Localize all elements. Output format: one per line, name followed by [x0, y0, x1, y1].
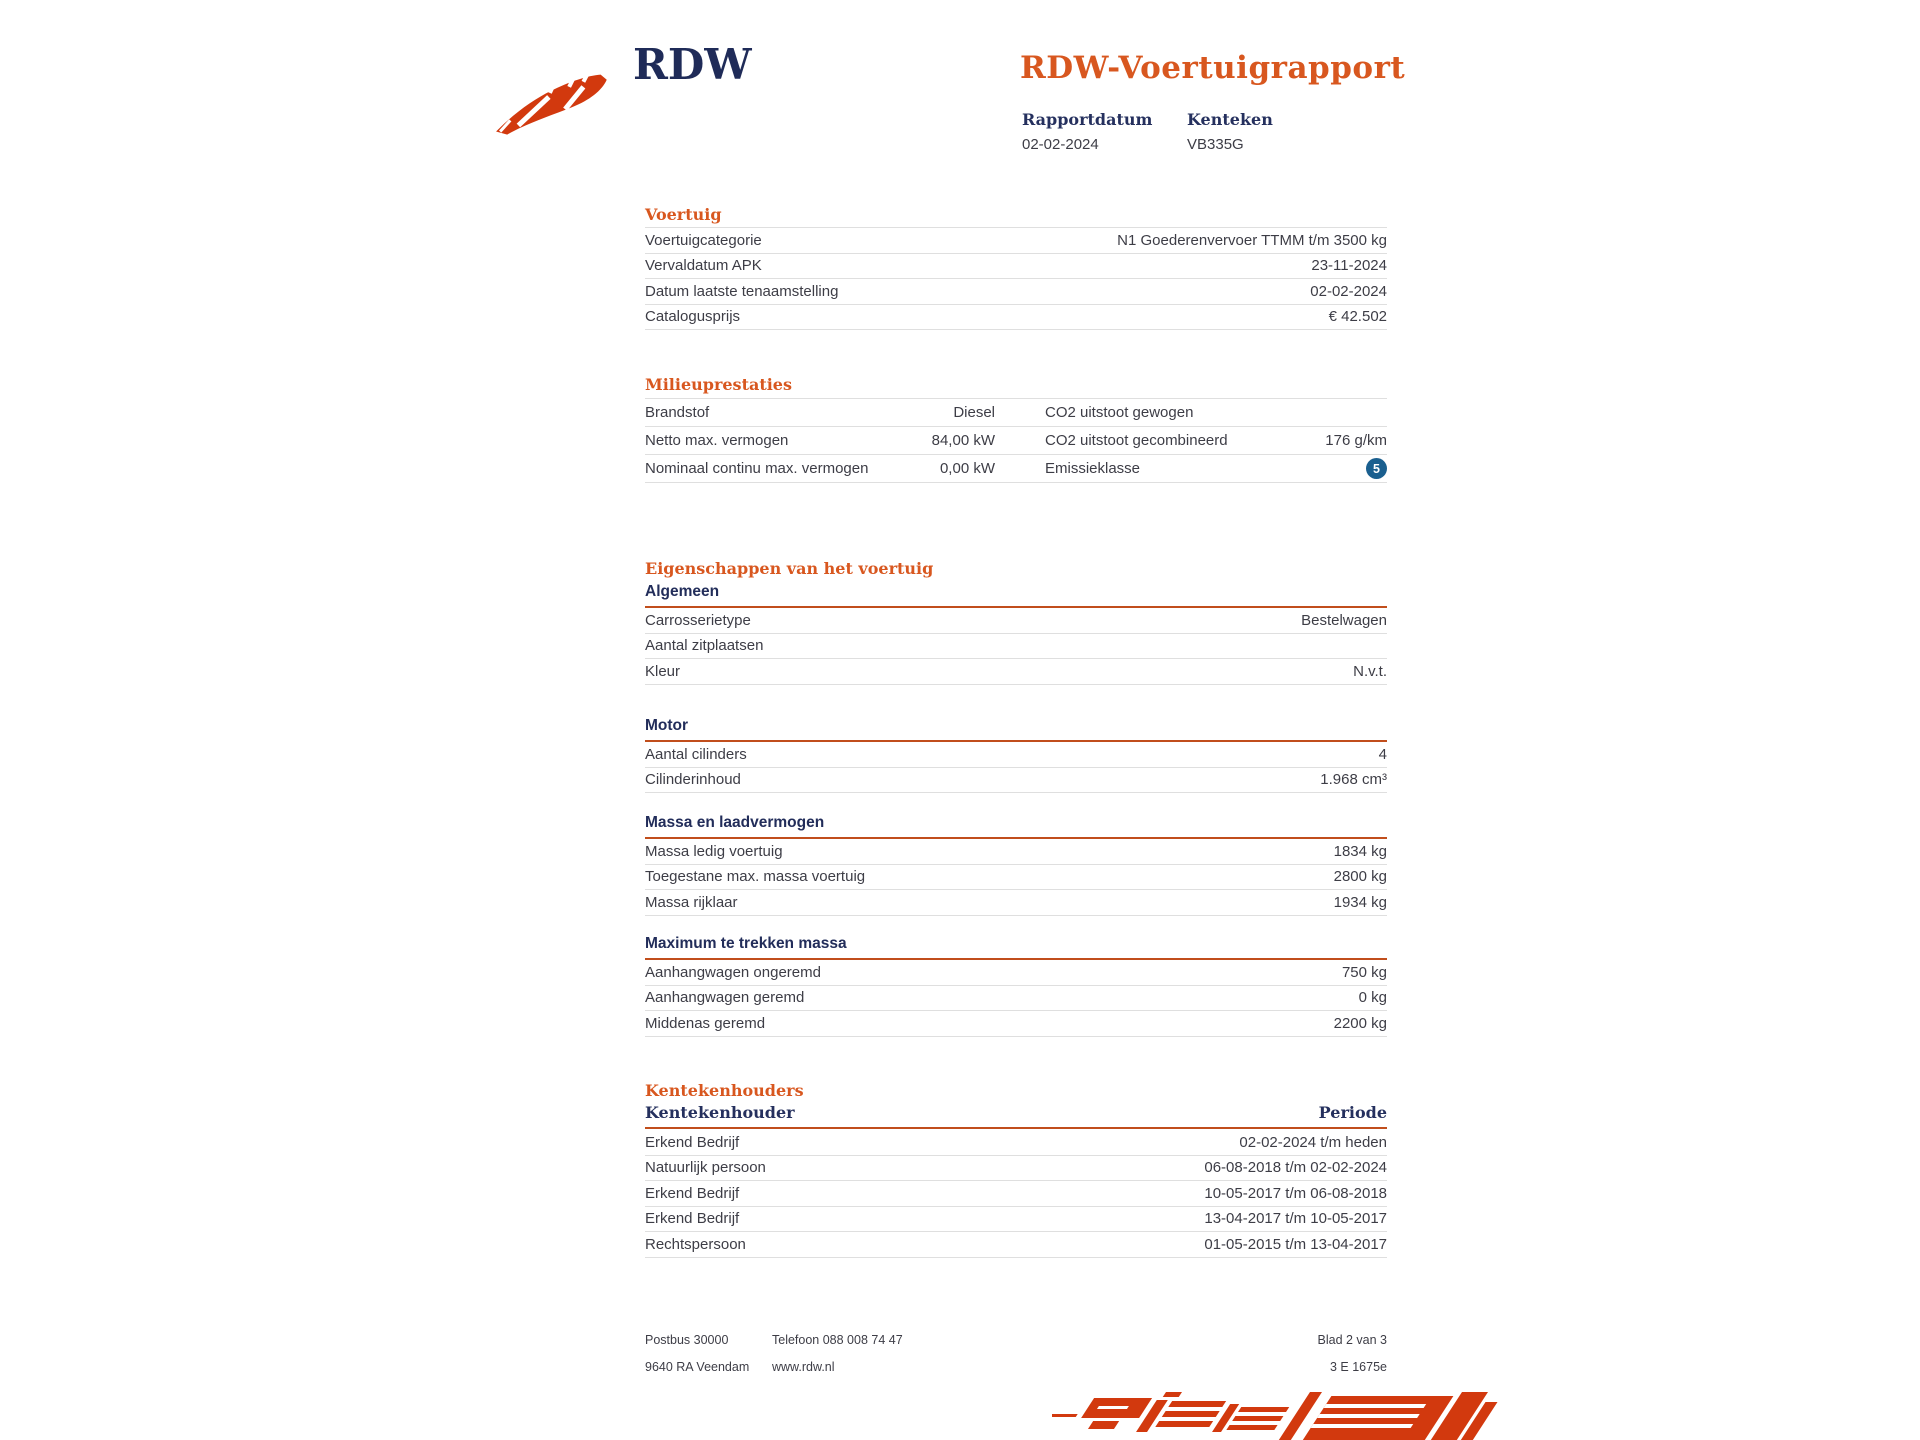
- row-label: Massa rijklaar: [645, 893, 738, 911]
- footer-city: 9640 RA Veendam: [645, 1360, 750, 1374]
- milieu-table: [645, 398, 1387, 483]
- motor-table: [645, 742, 1387, 793]
- report-date-label: Rapportdatum: [1022, 110, 1153, 129]
- table-row: [645, 659, 1387, 685]
- report-title: RDW-Voertuigrapport: [1020, 50, 1406, 86]
- period-cell: 10-05-2017 t/m 06-08-2018: [1204, 1184, 1387, 1202]
- left-pair: [645, 432, 995, 449]
- row-label: Aantal zitplaatsen: [645, 637, 764, 655]
- holder-cell: Rechtspersoon: [645, 1235, 746, 1253]
- row-value: 1.968 cm³: [1320, 771, 1387, 789]
- algemeen-table: [645, 608, 1387, 685]
- trekken-massa-table: [645, 960, 1387, 1037]
- table-row: [645, 608, 1387, 634]
- section-title-voertuig: Voertuig: [645, 205, 722, 224]
- row-label: Aanhangwagen ongeremd: [645, 963, 821, 981]
- table-row: [645, 254, 1387, 280]
- table-row: [645, 960, 1387, 986]
- table-row: [645, 1181, 1387, 1207]
- footer-row-1: [645, 1333, 1387, 1347]
- row-value: 1834 kg: [1333, 842, 1387, 860]
- rdw-stripes-decoration-icon: [1052, 1392, 1502, 1440]
- massa-table: [645, 839, 1387, 916]
- table-row: [645, 228, 1387, 254]
- left-pair: [645, 460, 995, 477]
- subsection-title-massa: Massa en laadvermogen: [645, 814, 1387, 839]
- report-date-value: 02-02-2024: [1022, 136, 1099, 153]
- table-row: [645, 1207, 1387, 1233]
- subsection-title-algemeen: Algemeen: [645, 583, 1387, 608]
- period-cell: 01-05-2015 t/m 13-04-2017: [1204, 1235, 1387, 1253]
- row-label: Kleur: [645, 662, 681, 680]
- period-cell: 06-08-2018 t/m 02-02-2024: [1204, 1159, 1387, 1177]
- section-title-eigenschappen: Eigenschappen van het voertuig: [645, 559, 934, 578]
- table-row: [645, 1232, 1387, 1258]
- column-header-period: Periode: [1318, 1103, 1387, 1122]
- table-row: [645, 427, 1387, 455]
- section-title-kentekenhouders: Kentekenhouders: [645, 1081, 804, 1100]
- table-row: [645, 1156, 1387, 1182]
- table-row: [645, 455, 1387, 483]
- table-row: [645, 1130, 1387, 1156]
- row-value: 2200 kg: [1333, 1014, 1387, 1032]
- holder-cell: Erkend Bedrijf: [645, 1133, 740, 1151]
- row-label: CO2 uitstoot gecombineerd: [1045, 432, 1228, 449]
- license-plate-block: [1187, 110, 1273, 153]
- footer-page-indicator: Blad 2 van 3: [1317, 1333, 1387, 1347]
- row-value: 02-02-2024: [1310, 282, 1387, 300]
- table-row: [645, 768, 1387, 794]
- row-value: 4: [1378, 745, 1387, 763]
- report-date-block: [1022, 110, 1152, 153]
- row-label: Toegestane max. massa voertuig: [645, 868, 866, 886]
- row-value: 1934 kg: [1333, 893, 1387, 911]
- row-label: Cilinderinhoud: [645, 771, 741, 789]
- left-pair: [645, 404, 995, 421]
- table-row: [645, 305, 1387, 331]
- table-row: [645, 279, 1387, 305]
- right-pair: [1045, 432, 1387, 449]
- row-value: Diesel: [953, 404, 995, 421]
- row-value: N1 Goederenvervoer TTMM t/m 3500 kg: [1117, 231, 1387, 249]
- table-row: [645, 1011, 1387, 1037]
- row-value: 23-11-2024: [1311, 257, 1387, 275]
- row-label: CO2 uitstoot gewogen: [1045, 404, 1194, 421]
- license-plate-value: VB335G: [1187, 136, 1244, 153]
- holder-cell: Natuurlijk persoon: [645, 1159, 766, 1177]
- column-header-holder: Kentekenhouder: [645, 1103, 795, 1122]
- period-cell: 02-02-2024 t/m heden: [1239, 1133, 1387, 1151]
- row-value: 176 g/km: [1325, 432, 1387, 449]
- row-value: 750 kg: [1341, 963, 1387, 981]
- right-pair: [1045, 458, 1387, 479]
- footer-row-2: [645, 1360, 1387, 1374]
- footer-phone: Telefoon 088 008 74 47: [772, 1333, 903, 1347]
- footer-website: www.rdw.nl: [772, 1360, 835, 1374]
- row-label: Netto max. vermogen: [645, 432, 789, 449]
- table-row: [645, 865, 1387, 891]
- holder-cell: Erkend Bedrijf: [645, 1184, 740, 1202]
- table-row: [645, 399, 1387, 427]
- row-value: 0,00 kW: [939, 460, 995, 477]
- kentekenhouders-header-row: [645, 1103, 1387, 1129]
- emission-class-badge: 5: [1366, 458, 1387, 479]
- row-label: Voertuigcategorie: [645, 231, 762, 249]
- row-value: Bestelwagen: [1301, 611, 1387, 629]
- row-label: Aanhangwagen geremd: [645, 989, 805, 1007]
- row-label: Nominaal continu max. vermogen: [645, 460, 869, 477]
- row-value: 84,00 kW: [931, 432, 995, 449]
- subsection-title-trekken-massa: Maximum te trekken massa: [645, 935, 1387, 960]
- rdw-feather-logo-icon: [492, 56, 624, 136]
- section-title-milieuprestaties: Milieuprestaties: [645, 375, 792, 394]
- rdw-logo-text: RDW: [633, 40, 752, 89]
- table-row: [645, 742, 1387, 768]
- row-label: Massa ledig voertuig: [645, 842, 783, 860]
- row-label: Middenas geremd: [645, 1014, 766, 1032]
- row-label: Emissieklasse: [1045, 460, 1141, 477]
- voertuig-table: [645, 227, 1387, 330]
- table-row: [645, 634, 1387, 660]
- period-cell: 13-04-2017 t/m 10-05-2017: [1204, 1210, 1387, 1228]
- table-row: [645, 986, 1387, 1012]
- row-value: N.v.t.: [1353, 662, 1387, 680]
- row-label: Aantal cilinders: [645, 745, 747, 763]
- footer-postbus: Postbus 30000: [645, 1333, 729, 1347]
- row-label: Carrosserietype: [645, 611, 751, 629]
- right-pair: [1045, 404, 1387, 421]
- kentekenhouders-table: [645, 1130, 1387, 1258]
- row-label: Catalogusprijs: [645, 308, 741, 326]
- table-row: [645, 890, 1387, 916]
- subsection-title-motor: Motor: [645, 717, 1387, 742]
- row-value: € 42.502: [1328, 308, 1387, 326]
- table-row: [645, 839, 1387, 865]
- row-value: 0 kg: [1358, 989, 1387, 1007]
- row-value: 2800 kg: [1333, 868, 1387, 886]
- row-label: Vervaldatum APK: [645, 257, 762, 275]
- row-label: Datum laatste tenaamstelling: [645, 282, 839, 300]
- footer-form-code: 3 E 1675e: [1330, 1360, 1387, 1374]
- row-label: Brandstof: [645, 404, 710, 421]
- holder-cell: Erkend Bedrijf: [645, 1210, 740, 1228]
- license-plate-label: Kenteken: [1187, 110, 1273, 129]
